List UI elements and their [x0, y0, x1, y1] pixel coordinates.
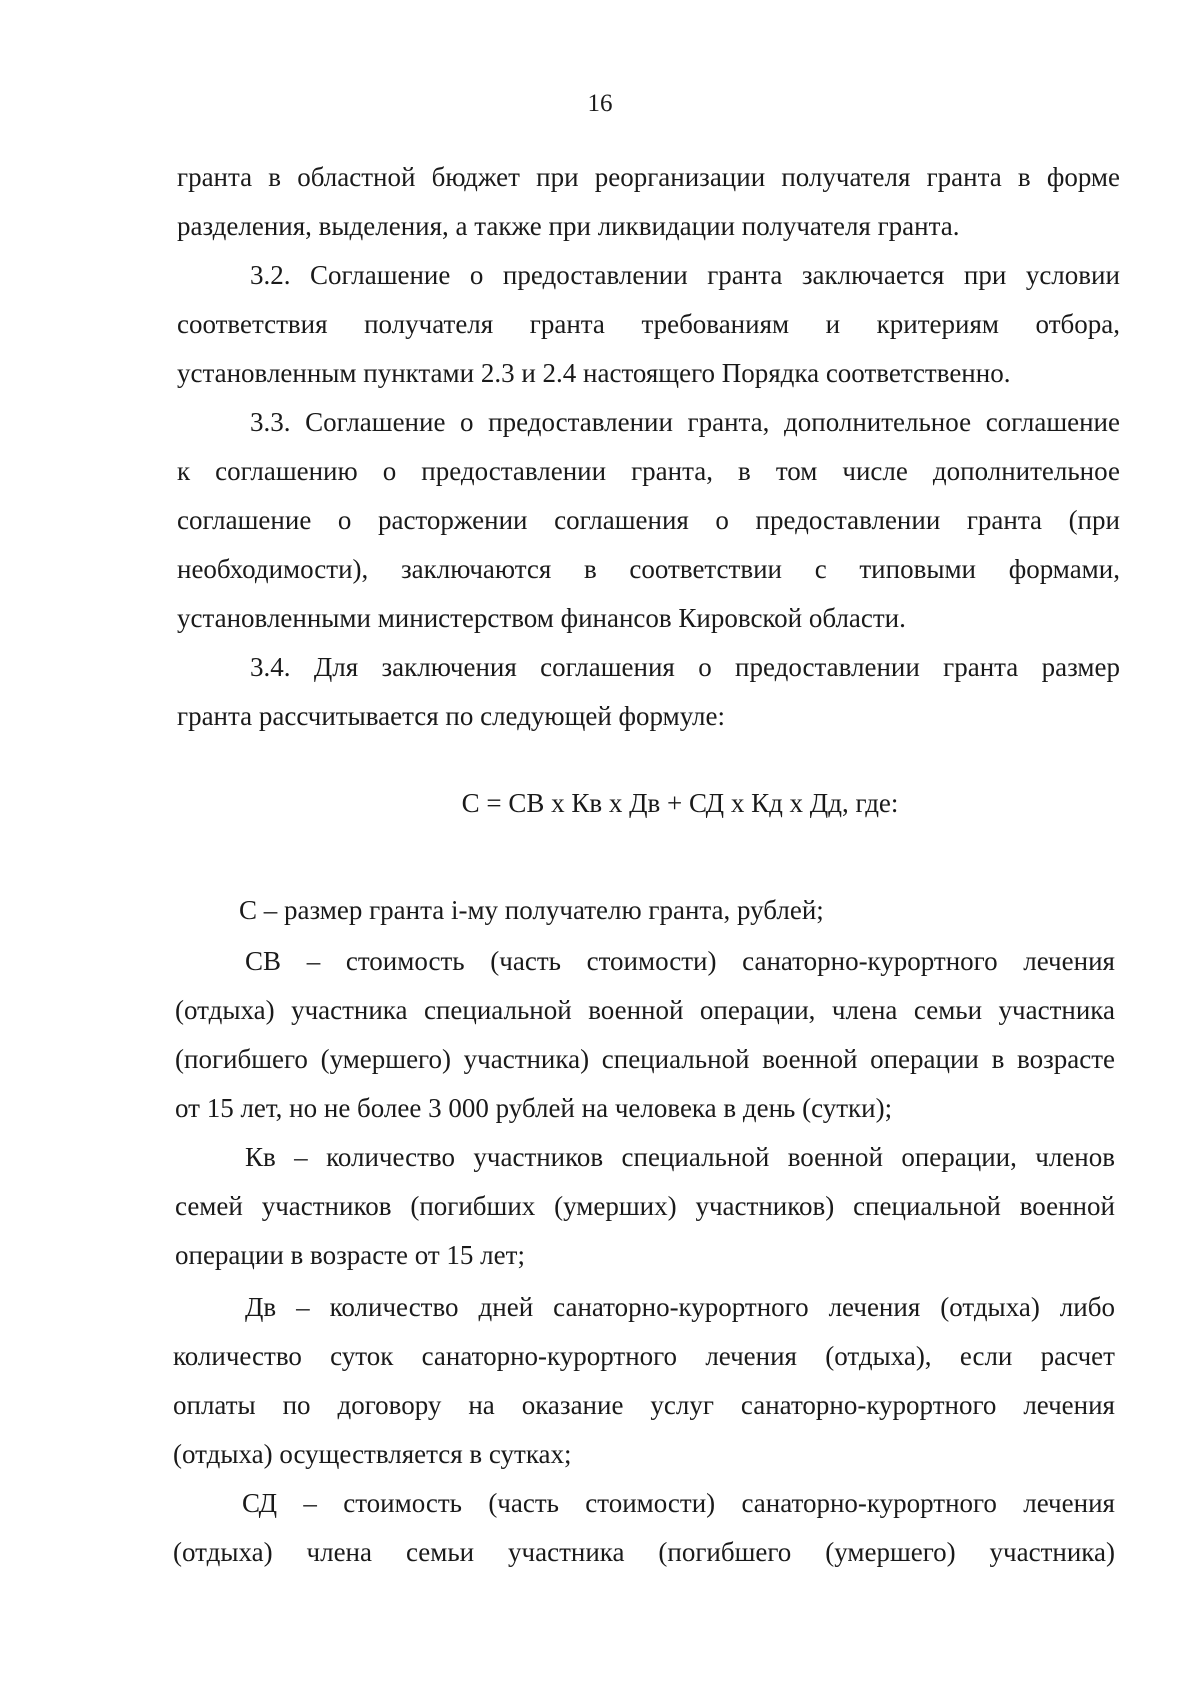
word: (отдыха): [173, 1537, 273, 1567]
word: СВ: [245, 946, 282, 976]
word: стоимости): [586, 946, 717, 976]
word: –: [306, 946, 321, 976]
formula: [0, 788, 1200, 819]
word: расторжении: [377, 505, 528, 535]
word: лечения: [828, 1292, 921, 1322]
word: дней: [478, 1292, 534, 1322]
text-line: установленным пунктами 2.3 и 2.4 настоящего Порядка соответственно.: [177, 358, 1011, 388]
text-line: [173, 1388, 1115, 1422]
word: в: [1017, 162, 1031, 192]
text-line: С – размер гранта i-му получателю гранта, рублей;: [239, 895, 824, 925]
word: военной: [1019, 1191, 1115, 1221]
word: стоимости): [585, 1488, 716, 1518]
word: участника: [291, 995, 408, 1025]
word: санаторно-курортного: [553, 1292, 809, 1322]
word: при: [536, 162, 579, 192]
word: в: [738, 456, 751, 486]
word: форме: [1046, 162, 1120, 192]
word: необходимости),: [177, 554, 369, 584]
word: (при: [1068, 505, 1120, 535]
word: заключаются: [400, 554, 552, 584]
word: (часть: [490, 946, 561, 976]
word: военной: [588, 995, 684, 1025]
word: размер: [1041, 652, 1120, 682]
word: стоимость: [345, 946, 465, 976]
word: членов: [1035, 1142, 1115, 1172]
text-line: [250, 258, 1120, 292]
word: участника: [998, 995, 1115, 1025]
word: операции,: [699, 995, 816, 1025]
word: Кв: [245, 1142, 276, 1172]
word: гранта,: [687, 407, 770, 437]
word: договору: [337, 1390, 442, 1420]
word: либо: [1059, 1292, 1115, 1322]
word: формами,: [1008, 554, 1120, 584]
word: гранта: [943, 652, 1019, 682]
word: получателя: [781, 162, 911, 192]
word: если: [959, 1341, 1013, 1371]
word: соглашение: [177, 505, 312, 535]
text-line: [173, 1339, 1115, 1373]
text-line: [175, 1042, 1115, 1076]
word: члена: [306, 1537, 372, 1567]
word: (погибших: [410, 1191, 536, 1221]
word: специальной: [423, 995, 572, 1025]
word: по: [282, 1390, 311, 1420]
text-line: [245, 944, 1115, 978]
word: Дв: [245, 1292, 277, 1322]
text-line: (отдыха) осуществляется в сутках;: [173, 1439, 572, 1469]
text-line: [245, 1140, 1115, 1174]
text-line: установленными министерством финансов Кировской области.: [177, 603, 906, 633]
word: санаторно-курортного: [421, 1341, 678, 1371]
word: военной: [787, 1142, 883, 1172]
word: заключения: [381, 652, 517, 682]
word: количество: [326, 1142, 455, 1172]
formula-text: С = СВ х Кв х Дв + СД х Кд х Дд, где:: [461, 788, 899, 818]
word: соответствия: [177, 309, 328, 339]
word: бюджет: [431, 162, 520, 192]
word: семьи: [913, 995, 983, 1025]
text-line: [177, 160, 1120, 194]
word: предоставлении: [488, 407, 673, 437]
word: соответствии: [629, 554, 782, 584]
text-line: [250, 650, 1120, 684]
word: 3.3.: [250, 407, 291, 437]
word: в: [583, 554, 597, 584]
word: предоставлении: [735, 652, 920, 682]
word: (часть: [488, 1488, 559, 1518]
word: соглашения: [540, 652, 675, 682]
text-line: [242, 1486, 1115, 1520]
word: (отдыха): [175, 995, 275, 1025]
word: соглашению: [215, 456, 358, 486]
word: СД: [242, 1488, 278, 1518]
text-line: [175, 993, 1115, 1027]
text-line: [175, 1189, 1115, 1223]
word: участника): [989, 1537, 1115, 1567]
word: заключается: [801, 260, 945, 290]
word: специальной: [601, 1044, 750, 1074]
word: –: [303, 1488, 317, 1518]
text-line: [173, 1535, 1115, 1569]
word: участников): [695, 1191, 835, 1221]
word: в: [991, 1044, 1005, 1074]
word: и: [825, 309, 841, 339]
word: специальной: [621, 1142, 770, 1172]
word: предоставлении: [421, 456, 607, 486]
word: –: [296, 1292, 310, 1322]
word: члена: [831, 995, 898, 1025]
word: участников: [473, 1142, 604, 1172]
word: стоимость: [343, 1488, 462, 1518]
word: операции,: [901, 1142, 1017, 1172]
text-line: [177, 503, 1120, 537]
word: специальной: [853, 1191, 1001, 1221]
word: соглашения: [554, 505, 689, 535]
word: условии: [1025, 260, 1120, 290]
word: гранта: [926, 162, 1002, 192]
word: Соглашение: [305, 407, 446, 437]
word: (умершего): [825, 1537, 956, 1567]
word: лечения: [705, 1341, 797, 1371]
word: расчет: [1040, 1341, 1115, 1371]
word: предоставлении: [755, 505, 941, 535]
word: о: [715, 505, 729, 535]
text-line: от 15 лет, но не более 3 000 рублей на человека в день (сутки);: [175, 1093, 893, 1123]
text-line: [250, 405, 1120, 439]
word: военной: [762, 1044, 858, 1074]
word: на: [468, 1390, 495, 1420]
word: семей: [175, 1191, 243, 1221]
word: санаторно-курортного: [742, 946, 998, 976]
text-line: гранта рассчитывается по следующей формуле:: [177, 701, 726, 731]
word: гранта: [707, 260, 783, 290]
word: лечения: [1023, 946, 1115, 976]
word: оплаты: [173, 1390, 256, 1420]
word: о: [698, 652, 712, 682]
word: гранта: [966, 505, 1042, 535]
word: о: [469, 260, 484, 290]
word: (погибшего: [658, 1537, 792, 1567]
word: о: [382, 456, 397, 486]
word: требованиям: [641, 309, 790, 339]
word: 3.2.: [250, 260, 291, 290]
word: семьи: [405, 1537, 475, 1567]
word: участника: [508, 1537, 625, 1567]
word: (отдыха),: [825, 1341, 932, 1371]
word: о: [460, 407, 474, 437]
word: предоставлении: [502, 260, 688, 290]
word: –: [294, 1142, 308, 1172]
word: получателя: [364, 309, 494, 339]
word: к: [177, 456, 191, 486]
word: гранта,: [631, 456, 713, 486]
word: оказание: [521, 1390, 624, 1420]
word: в: [268, 162, 282, 192]
word: отбора,: [1035, 309, 1120, 339]
text-line: [177, 552, 1120, 586]
word: реорганизации: [594, 162, 766, 192]
word: областной: [297, 162, 416, 192]
word: типовыми: [859, 554, 976, 584]
text-line: [177, 307, 1120, 341]
word: санаторно-курортного: [740, 1390, 997, 1420]
word: лечения: [1023, 1390, 1115, 1420]
word: гранта: [529, 309, 605, 339]
word: участника): [463, 1044, 590, 1074]
text-line: [245, 1290, 1115, 1324]
word: (погибшего: [175, 1044, 308, 1074]
text-line: операции в возрасте от 15 лет;: [175, 1240, 525, 1270]
word: Соглашение: [310, 260, 451, 290]
word: том: [775, 456, 818, 486]
word: дополнительное: [932, 456, 1120, 486]
page-number: 16: [587, 90, 613, 117]
word: услуг: [650, 1390, 714, 1420]
word: количество: [329, 1292, 459, 1322]
word: санаторно-курортного: [741, 1488, 997, 1518]
word: Для: [313, 652, 359, 682]
word: с: [814, 554, 827, 584]
word: (умершего): [320, 1044, 451, 1074]
word: числе: [842, 456, 908, 486]
word: о: [337, 505, 352, 535]
word: операции: [870, 1044, 979, 1074]
word: гранта: [177, 162, 253, 192]
word: суток: [330, 1341, 394, 1371]
word: при: [963, 260, 1007, 290]
word: (отдыха): [940, 1292, 1040, 1322]
word: критериям: [876, 309, 999, 339]
word: количество: [173, 1341, 302, 1371]
word: участников: [261, 1191, 392, 1221]
word: дополнительное: [784, 407, 972, 437]
word: возрасте: [1017, 1044, 1115, 1074]
text-line: разделения, выделения, а также при ликвидации получателя гранта.: [177, 211, 960, 241]
word: соглашение: [985, 407, 1120, 437]
word: лечения: [1023, 1488, 1115, 1518]
word: 3.4.: [250, 652, 291, 682]
word: (умерших): [554, 1191, 677, 1221]
text-line: [177, 454, 1120, 488]
